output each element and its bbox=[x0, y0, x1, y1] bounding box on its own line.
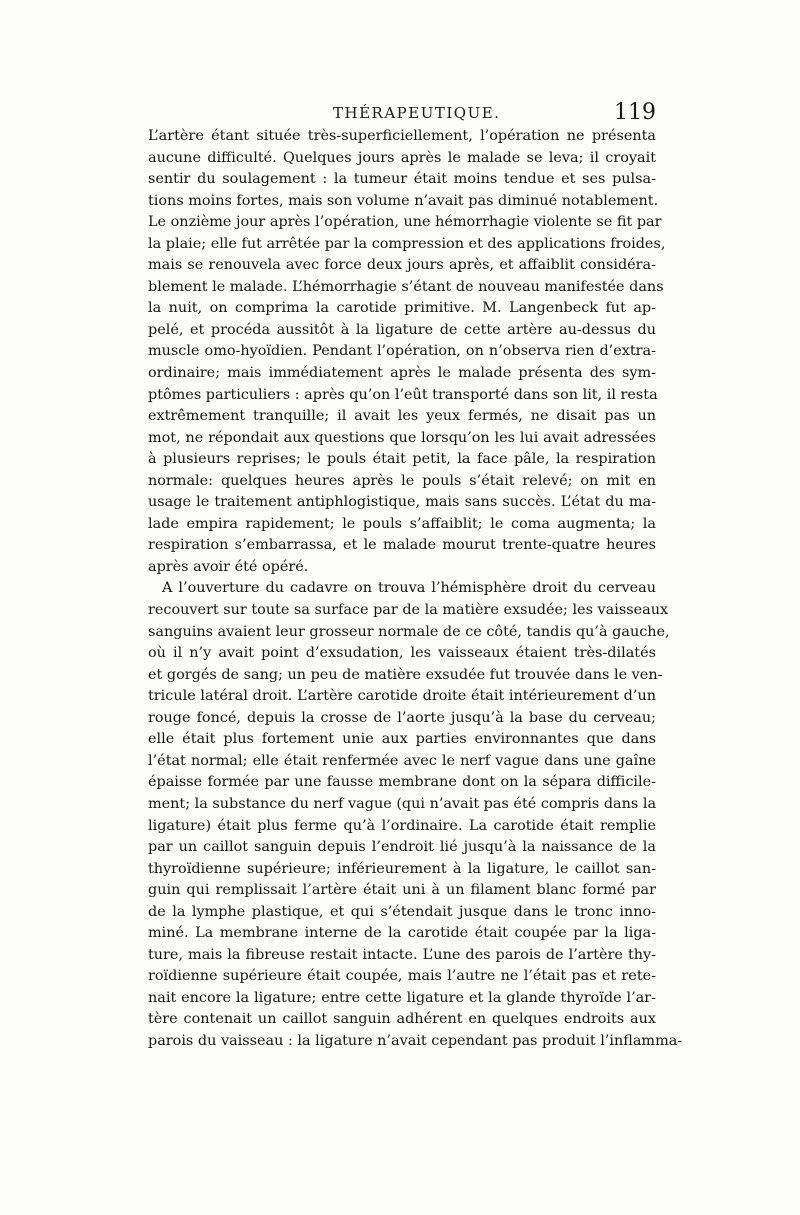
text-line: muscle omo-hyoïdien. Pendant l’opération, on n’observa rien d’extra- bbox=[148, 343, 656, 360]
text-line: normale: quelques heures après le pouls s’était relevé; on mit en bbox=[148, 472, 656, 489]
text-line: la nuit, on comprima la carotide primitive. M. Langenbeck fut ap- bbox=[148, 300, 656, 317]
text-line: guin qui remplissait l’artère était uni à un filament blanc formé par bbox=[148, 882, 656, 899]
text-line: miné. La membrane interne de la carotide était coupée par la liga- bbox=[148, 925, 656, 942]
text-line: mais se renouvela avec force deux jours après, et affaiblit considéra- bbox=[148, 257, 656, 274]
text-line: rouge foncé, depuis la crosse de l’aorte jusqu’à la base du cerveau; bbox=[148, 709, 656, 726]
text-line: parois du vaisseau : la ligature n’avait cependant pas produit l’inflamma- bbox=[148, 1032, 683, 1049]
text-line: épaisse formée par une fausse membrane dont on la sépara difficile- bbox=[148, 774, 656, 791]
paragraph bbox=[148, 126, 666, 578]
running-title: THÉRAPEUTIQUE. bbox=[333, 104, 501, 122]
text-line: L’artère étant située très-superficiellement, l’opération ne présenta bbox=[148, 128, 656, 144]
text-line: Le onzième jour après l’opération, une hémorrhagie violente se fit par bbox=[148, 214, 662, 231]
text-line: ligature) était plus ferme qu’à l’ordinaire. La carotide était remplie bbox=[148, 817, 656, 834]
text-line: roïdienne supérieure était coupée, mais l’autre ne l’était pas et rete- bbox=[148, 968, 656, 985]
text-line: aucune difficulté. Quelques jours après le malade se leva; il croyait bbox=[148, 149, 656, 166]
text-line: tions moins fortes, mais son volume n’avait pas diminué notablement. bbox=[148, 192, 659, 209]
text-line: pelé, et procéda aussitôt à la ligature de cette artère au-dessus du bbox=[148, 321, 656, 338]
text-line: blement le malade. L’hémorrhagie s’étant de nouveau manifestée dans bbox=[148, 278, 664, 295]
text-line: lade empira rapidement; le pouls s’affaiblit; le coma augmenta; la bbox=[148, 515, 656, 532]
text-line: de la lymphe plastique, et qui s’étendait jusque dans le tronc inno- bbox=[148, 903, 656, 920]
text-line: tricule latéral droit. L’artère carotide droite était intérieurement d’un bbox=[148, 688, 656, 705]
text-line: recouvert sur toute sa surface par de la matière exsudée; les vaisseaux bbox=[148, 602, 669, 619]
text-line: à plusieurs reprises; le pouls était petit, la face pâle, la respiration bbox=[148, 451, 656, 468]
text-line: la plaie; elle fut arrêtée par la compression et des applications froides, bbox=[148, 235, 666, 252]
paragraph bbox=[148, 578, 683, 1052]
text-line: ment; la substance du nerf vague (qui n’avait pas été compris dans la bbox=[148, 795, 657, 812]
text-line: après avoir été opéré. bbox=[148, 558, 309, 575]
text-line: et gorgés de sang; un peu de matière exsudée fut trouvée dans le ven- bbox=[148, 666, 663, 683]
text-line: tère contenait un caillot sanguin adhérent en quelques endroits aux bbox=[148, 1011, 656, 1028]
text-line: elle était plus fortement unie aux parties environnantes que dans bbox=[148, 731, 656, 748]
text-line: sanguins avaient leur grosseur normale de ce côté, tandis qu’à gauche, bbox=[148, 623, 670, 640]
text-line: respiration s’embarrassa, et le malade mourut trente-quatre heures bbox=[148, 537, 656, 554]
text-line: où il n’y avait point d’exsudation, les vaisseaux étaient très-dilatés bbox=[148, 645, 656, 662]
text-line: mot, ne répondait aux questions que lorsqu’on les lui avait adressées bbox=[148, 429, 656, 446]
text-line: ordinaire; mais immédiatement après le malade présenta des sym- bbox=[148, 365, 656, 382]
text-line: sentir du soulagement : la tumeur était moins tendue et ses pulsa- bbox=[148, 171, 656, 188]
text-line: extrêmement tranquille; il avait les yeux fermés, ne disait pas un bbox=[148, 408, 656, 425]
text-line: usage le traitement antiphlogistique, mais sans succès. L’état du ma- bbox=[148, 494, 656, 511]
text-line: A l’ouverture du cadavre on trouva l’hémisphère droit du cerveau bbox=[162, 580, 656, 597]
body-text bbox=[148, 126, 683, 1053]
text-line: ptômes particuliers : après qu’on l’eût transporté dans son lit, il resta bbox=[148, 386, 658, 403]
text-line: l’état normal; elle était renfermée avec le nerf vague dans une gaîne bbox=[148, 752, 656, 769]
text-line: nait encore la ligature; entre cette ligature et la glande thyroïde l’ar- bbox=[148, 989, 656, 1006]
text-line: ture, mais la fibreuse restait intacte. L’une des parois de l’artère thy- bbox=[148, 946, 656, 963]
page-number: 119 bbox=[614, 100, 656, 125]
text-line: par un caillot sanguin depuis l’endroit lié jusqu’à la naissance de la bbox=[148, 839, 656, 856]
text-line: thyroïdienne supérieure; inférieurement à la ligature, le caillot san- bbox=[148, 860, 656, 877]
